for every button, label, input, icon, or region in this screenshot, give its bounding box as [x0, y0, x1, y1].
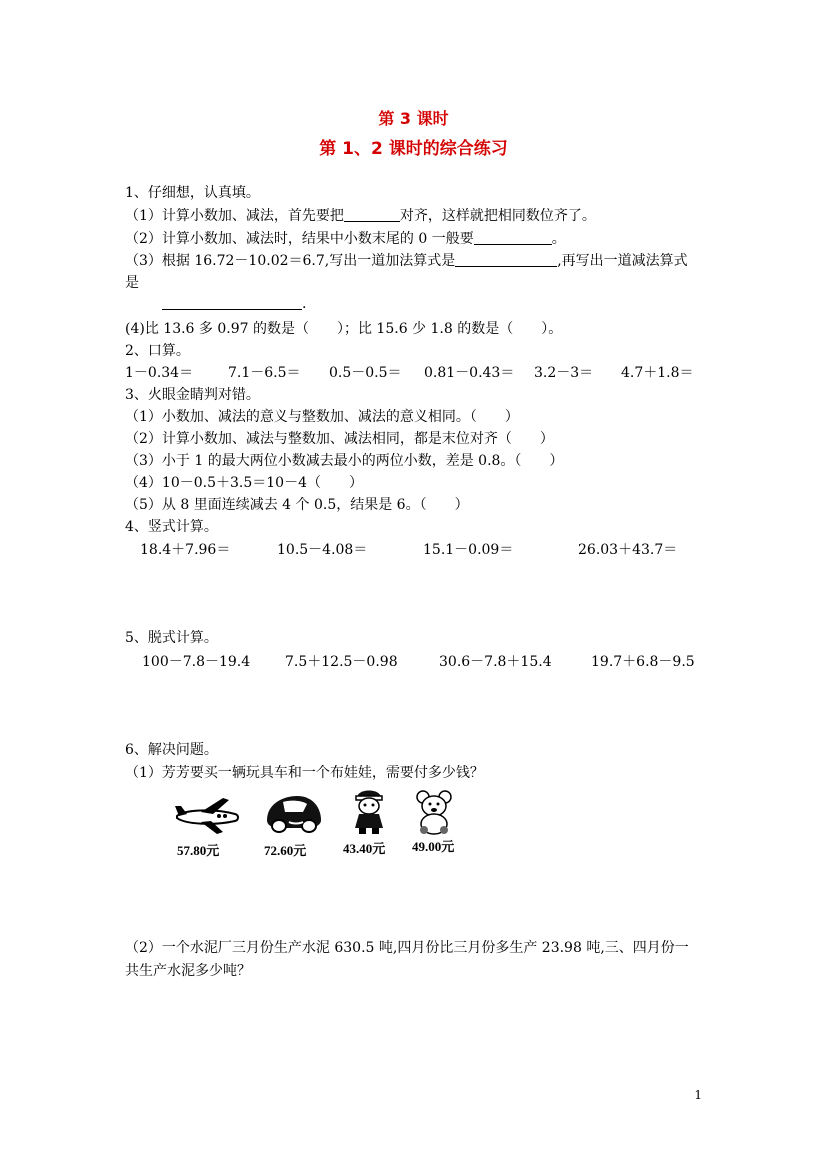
q3-item4: （4）10－0.5＋3.5＝10－4（ ） [125, 475, 363, 491]
price-label: 43.40元 [343, 841, 386, 856]
q3-item2: （2）计算小数加、减法与整数加、减法相同，都是末位对齐（ ） [125, 431, 554, 447]
answer-blank[interactable] [455, 252, 557, 267]
lesson-title: 第 3 课时 [378, 109, 449, 128]
toy-price-pictures [165, 790, 465, 860]
q1-item3-answer-line [162, 295, 306, 312]
page-number: 1 [694, 1088, 702, 1102]
stepwise-calc-expr: 30.6－7.8＋15.4 [439, 654, 552, 670]
q6-problem1: （1）芳芳要买一辆玩具车和一个布娃娃，需要付多少钱？ [125, 765, 484, 781]
q5-heading: 5、脱式计算。 [125, 630, 218, 646]
q4-heading: 4、竖式计算。 [125, 519, 218, 535]
q1-item3-text-mid: ,再写出一道减法算式 [557, 253, 688, 269]
oral-calc-expr: 0.81－0.43＝ [424, 365, 515, 381]
q1-item1-text: （1）计算小数加、减法，首先要把 [125, 208, 344, 224]
q1-item3-end: . [302, 296, 307, 312]
q1-item1 [125, 205, 596, 225]
q3-item5: （5）从 8 里面连续减去 4 个 0.5，结果是 6。（ ） [125, 497, 469, 513]
oral-calc-expr: 0.5－0.5＝ [329, 365, 402, 381]
price-label: 57.80元 [177, 843, 220, 858]
q1-item1-text-end: 对齐，这样就把相同数位齐了。 [399, 208, 596, 224]
stepwise-calc-expr: 100－7.8－19.4 [142, 654, 251, 670]
q6-heading: 6、解决问题。 [125, 742, 218, 758]
stepwise-calc-expr: 19.7＋6.8－9.5 [591, 654, 695, 670]
toy-car-icon [263, 792, 325, 834]
oral-calc-expr: 1－0.34＝ [125, 365, 194, 381]
answer-blank[interactable] [344, 207, 400, 222]
q2-heading: 2、口算。 [125, 343, 190, 359]
teddy-bear-icon [415, 790, 453, 836]
q1-item3-continued: 是 [125, 275, 139, 291]
q1-item2 [125, 228, 566, 248]
oral-calc-expr: 7.1－6.5＝ [228, 365, 301, 381]
q1-heading: 1、仔细想，认真填。 [125, 185, 260, 201]
q1-item2-text: （2）计算小数加、减法时，结果中小数末尾的 0 一般要 [125, 231, 474, 247]
q1-item2-text-end: 。 [551, 231, 566, 247]
vertical-calc-expr: 10.5－4.08＝ [277, 542, 368, 558]
q6-problem2-line2: 共生产水泥多少吨？ [125, 963, 251, 979]
vertical-calc-expr: 18.4＋7.96＝ [140, 542, 231, 558]
oral-calc-expr: 3.2－3＝ [534, 365, 594, 381]
q6-problem2-line1: （2）一个水泥厂三月份生产水泥 630.5 吨,四月份比三月份多生产 23.98 吨,三、四月份一 [125, 940, 689, 956]
price-label: 72.60元 [264, 843, 307, 858]
q3-heading: 3、火眼金睛判对错。 [125, 387, 260, 403]
answer-blank[interactable] [474, 230, 552, 245]
q1-item3-text: （3）根据 16.72－10.02＝6.7,写出一道加法算式是 [125, 253, 456, 269]
vertical-calc-expr: 26.03＋43.7＝ [578, 542, 678, 558]
vertical-calc-expr: 15.1－0.09＝ [423, 542, 514, 558]
answer-blank[interactable] [162, 295, 302, 310]
stepwise-calc-expr: 7.5＋12.5－0.98 [285, 654, 398, 670]
q1-item3 [125, 250, 688, 270]
q3-item3: （3）小于 1 的最大两位小数减去最小的两位小数，差是 0.8。（ ） [125, 453, 564, 469]
price-label: 49.00元 [412, 839, 455, 854]
page-subtitle: 第 1、2 课时的综合练习 [319, 139, 508, 159]
q1-item4: (4)比 13.6 多 0.97 的数是（ ）；比 15.6 少 1.8 的数是（ ）。 [125, 321, 563, 337]
oral-calc-expr: 4.7＋1.8＝ [621, 365, 694, 381]
q3-item1: （1）小数加、减法的意义与整数加、减法的意义相同。（ ） [125, 409, 519, 425]
airplane-icon [173, 796, 245, 836]
doll-icon [351, 784, 387, 836]
